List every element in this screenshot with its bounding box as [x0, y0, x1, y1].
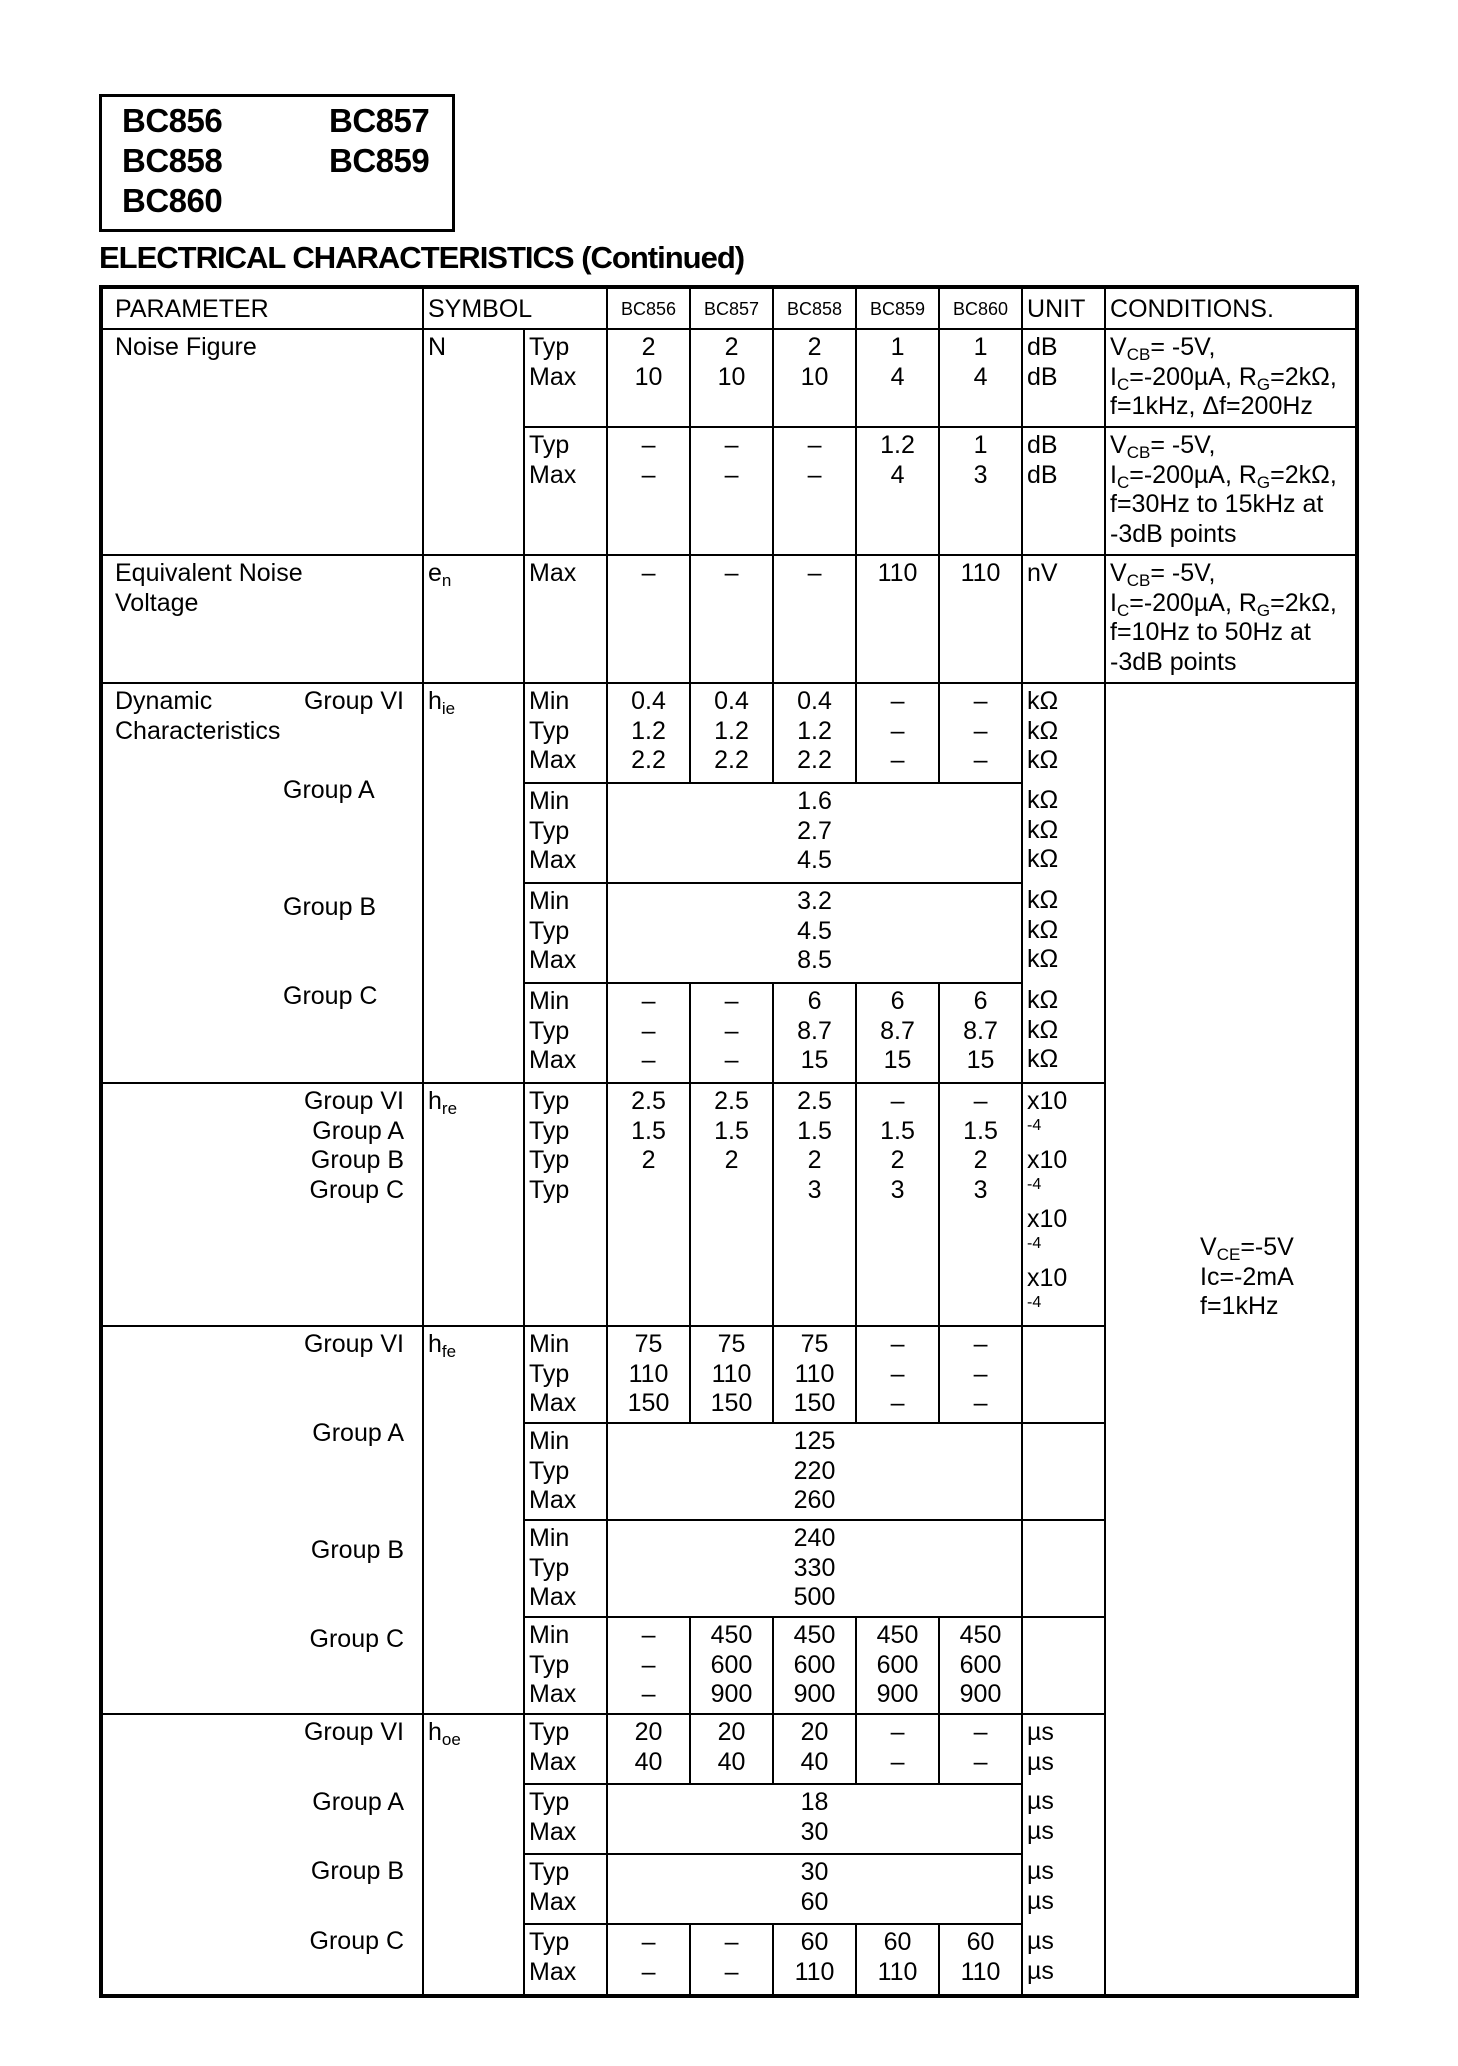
- unit: kΩ: [1027, 746, 1059, 774]
- row-label: Max: [529, 1486, 577, 1514]
- unit: µs: [1027, 1787, 1054, 1815]
- value: 1: [890, 333, 905, 361]
- row-label: Max: [529, 1817, 577, 1846]
- value: 220: [793, 1456, 836, 1485]
- part-bc856: BC856: [122, 102, 223, 139]
- value: 15: [883, 1046, 912, 1074]
- value: 60: [800, 1887, 829, 1916]
- value: 75: [717, 1330, 746, 1358]
- row-label: Typ: [529, 333, 570, 361]
- value: 125: [793, 1427, 836, 1455]
- value: 2.5: [714, 1087, 749, 1115]
- value: 450: [959, 1621, 1002, 1649]
- value: 450: [710, 1621, 753, 1649]
- unit: kΩ: [1027, 786, 1059, 814]
- unit: µs: [1027, 1886, 1054, 1915]
- unit: µs: [1027, 1747, 1054, 1776]
- value: 4.5: [797, 846, 832, 874]
- group-label: Group VI: [303, 1087, 404, 1115]
- value: 1.2: [631, 716, 666, 745]
- value: –: [690, 555, 773, 683]
- value: 110: [939, 555, 1022, 683]
- row-label: Max: [524, 555, 607, 683]
- value: 3: [807, 1175, 822, 1204]
- value: 450: [876, 1621, 919, 1649]
- row-label: Typ: [529, 1175, 570, 1204]
- value: 2: [807, 1146, 822, 1174]
- value: –: [890, 1359, 905, 1388]
- value: 6: [890, 987, 905, 1015]
- value: 1.2: [797, 716, 832, 745]
- header-unit: UNIT: [1022, 287, 1105, 329]
- row-label: Max: [529, 1887, 577, 1916]
- row-label: Max: [529, 1957, 577, 1986]
- row-label: Typ: [529, 1146, 570, 1174]
- value: 15: [966, 1046, 995, 1074]
- value: –: [641, 1650, 656, 1679]
- dynamic-conditions: $V_{CE}=-5V$ Ic=-2mA f=1kHz: [1105, 683, 1357, 1996]
- value: –: [890, 716, 905, 745]
- unit: [1022, 1617, 1105, 1714]
- value: 1.2: [714, 716, 749, 745]
- unit: kΩ: [1027, 687, 1059, 715]
- row-label: Typ: [529, 916, 570, 945]
- value: 15: [800, 1046, 829, 1074]
- value: –: [724, 460, 739, 489]
- cond-text: = -5V,: [1150, 559, 1216, 587]
- value: 600: [876, 1650, 919, 1679]
- unit: dB: [1027, 333, 1058, 361]
- conditions: $V_{CB}= -5V$, $I_C=-200\mu A$, $R_G=2k\Omega$, f=10Hz to 50Hz at -3dB points: [1105, 555, 1357, 683]
- group-label: Group A: [312, 1116, 404, 1145]
- row-label: Typ: [529, 1650, 570, 1679]
- row-label: Typ: [529, 1928, 570, 1956]
- cond-text: Ic=-2mA: [1200, 1262, 1294, 1291]
- value: 8.7: [797, 1016, 832, 1045]
- value: 600: [710, 1650, 753, 1679]
- value: 0.4: [797, 687, 832, 715]
- env-label: Voltage: [115, 588, 199, 617]
- page-title: ELECTRICAL CHARACTERISTICS (Continued): [99, 240, 745, 275]
- value: –: [641, 431, 656, 459]
- part-bc860: BC860: [122, 182, 223, 219]
- group-label: Group A: [312, 1418, 404, 1447]
- value: 2: [641, 333, 656, 361]
- value: 20: [634, 1718, 663, 1746]
- value: –: [724, 1928, 739, 1956]
- value: 2: [641, 1146, 656, 1174]
- value: –: [641, 460, 656, 489]
- unit: µs: [1027, 1857, 1054, 1885]
- value: 2: [890, 1146, 905, 1174]
- value: –: [641, 987, 656, 1015]
- row-label: Max: [529, 746, 577, 774]
- unit: [1022, 1520, 1105, 1617]
- value: –: [807, 460, 822, 489]
- row-label: Max: [529, 1389, 577, 1417]
- value: –: [973, 746, 988, 774]
- header-parameter: PARAMETER: [101, 287, 423, 329]
- unit: kΩ: [1027, 716, 1059, 745]
- value: –: [973, 1718, 988, 1746]
- value: –: [641, 1957, 656, 1986]
- row-label: Max: [529, 1747, 577, 1776]
- unit: kΩ: [1027, 945, 1059, 973]
- value: 75: [634, 1330, 663, 1358]
- value: 2.5: [631, 1087, 666, 1115]
- unit: kΩ: [1027, 845, 1059, 873]
- unit: kΩ: [1027, 815, 1059, 844]
- row-label: Min: [529, 687, 570, 715]
- header-device: BC859: [856, 287, 939, 329]
- unit: kΩ: [1027, 915, 1059, 944]
- table-row: [101, 555, 1357, 683]
- value: –: [890, 1389, 905, 1417]
- value: 330: [793, 1553, 836, 1582]
- value: –: [724, 1046, 739, 1074]
- row-label: Typ: [529, 1858, 570, 1886]
- value: –: [890, 1747, 905, 1776]
- group-label: Group B: [283, 893, 377, 921]
- part-number-box: [99, 94, 455, 232]
- value: 3: [973, 460, 988, 489]
- value: –: [641, 1016, 656, 1045]
- value: 3: [890, 1175, 905, 1204]
- value: 1: [973, 333, 988, 361]
- row-label: Typ: [529, 1456, 570, 1485]
- value: 2: [807, 333, 822, 361]
- value: 1.5: [963, 1116, 998, 1145]
- cond-text: = -5V,: [1150, 431, 1216, 459]
- value: 4: [890, 362, 905, 391]
- value: 1.5: [797, 1116, 832, 1145]
- value: 4.5: [797, 916, 832, 945]
- row-label: Min: [529, 887, 570, 915]
- group-label: Group B: [310, 1857, 404, 1885]
- env-label: Equivalent Noise: [115, 559, 303, 587]
- unit: µs: [1027, 1927, 1054, 1955]
- value: 8.7: [963, 1016, 998, 1045]
- cond-text: =2kΩ,: [1270, 362, 1337, 391]
- unit: [1022, 1326, 1105, 1423]
- row-label: Typ: [529, 1087, 570, 1115]
- value: 1.5: [880, 1116, 915, 1145]
- value: 20: [717, 1718, 746, 1746]
- unit: dB: [1027, 431, 1058, 459]
- value: –: [973, 1359, 988, 1388]
- header-device: BC858: [773, 287, 856, 329]
- value: 110: [794, 1359, 835, 1388]
- value: –: [607, 555, 690, 683]
- value: –: [973, 1087, 988, 1115]
- value: 110: [877, 1957, 918, 1986]
- value: 150: [710, 1389, 753, 1417]
- value: 150: [627, 1389, 670, 1417]
- dynamic-characteristics-groups: [101, 683, 423, 1083]
- unit: dB: [1027, 460, 1058, 489]
- cond-text: f=1kHz, Δf=200Hz: [1110, 392, 1313, 420]
- value: 6: [973, 987, 988, 1015]
- value: 0.4: [714, 687, 749, 715]
- env-symbol: $e_n$: [423, 555, 524, 683]
- group-label: Group C: [283, 981, 378, 1010]
- value: 110: [711, 1359, 752, 1388]
- part-bc858: BC858: [122, 142, 223, 179]
- hre-symbol: $h_{re}$: [423, 1083, 524, 1326]
- group-label: Group VI: [303, 687, 404, 715]
- hie-symbol: $h_{ie}$: [423, 683, 524, 1083]
- unit: nV: [1022, 555, 1105, 683]
- value: 40: [634, 1747, 663, 1776]
- unit: µs: [1027, 1816, 1054, 1845]
- value: 1.2: [880, 431, 915, 459]
- value: 110: [628, 1359, 669, 1388]
- unit: kΩ: [1027, 886, 1059, 914]
- value: 2.2: [714, 746, 749, 774]
- cond-text: -3dB points: [1110, 519, 1237, 548]
- value: 260: [793, 1486, 836, 1514]
- cond-text: =-200µA, R: [1129, 588, 1257, 617]
- header-device: BC857: [690, 287, 773, 329]
- row-label: Max: [529, 1046, 577, 1074]
- group-label: Group C: [309, 1175, 404, 1204]
- value: –: [890, 746, 905, 774]
- value: 75: [800, 1330, 829, 1358]
- value: 3: [973, 1175, 988, 1204]
- header-row: [101, 287, 1357, 329]
- cond-text: f=10Hz to 50Hz at: [1110, 618, 1311, 646]
- cond-text: -3dB points: [1110, 647, 1237, 676]
- value: 4: [973, 362, 988, 391]
- cond-text: =-5V: [1240, 1233, 1294, 1261]
- value: –: [890, 1718, 905, 1746]
- value: 60: [883, 1928, 912, 1956]
- value: –: [890, 1330, 905, 1358]
- value: 240: [793, 1524, 836, 1552]
- table-row: [101, 329, 1357, 427]
- cond-text: =-200µA, R: [1129, 460, 1257, 489]
- part-bc859: BC859: [329, 142, 430, 179]
- value: 40: [717, 1747, 746, 1776]
- value: 900: [793, 1680, 836, 1708]
- value: –: [973, 1389, 988, 1417]
- value: –: [973, 716, 988, 745]
- dyn-title: Characteristics: [115, 716, 281, 745]
- value: 600: [793, 1650, 836, 1679]
- value: 60: [800, 1928, 829, 1956]
- unit: [1022, 1423, 1105, 1520]
- value: 10: [634, 362, 663, 391]
- hfe-symbol: $h_{fe}$: [423, 1326, 524, 1714]
- dyn-title: Dynamic: [115, 687, 213, 715]
- value: 500: [793, 1583, 836, 1611]
- row-label: Min: [529, 1330, 570, 1358]
- row-label: Min: [529, 787, 570, 815]
- value: –: [724, 1957, 739, 1986]
- value: 2.5: [797, 1087, 832, 1115]
- unit: kΩ: [1027, 986, 1059, 1014]
- row-label: Typ: [529, 1116, 570, 1145]
- value: 150: [793, 1389, 836, 1417]
- group-label: Group A: [283, 775, 375, 804]
- value: 30: [800, 1817, 829, 1846]
- value: –: [890, 687, 905, 715]
- cond-text: = -5V,: [1150, 333, 1216, 361]
- row-label: Max: [529, 946, 577, 974]
- value: –: [973, 1330, 988, 1358]
- row-label: Typ: [529, 716, 570, 745]
- group-label: Group VI: [303, 1330, 404, 1358]
- value: 0.4: [631, 687, 666, 715]
- value: –: [807, 431, 822, 459]
- value: 8.5: [797, 946, 832, 974]
- value: –: [890, 1087, 905, 1115]
- value: –: [724, 431, 739, 459]
- unit: kΩ: [1027, 1015, 1059, 1044]
- value: 10: [800, 362, 829, 391]
- value: 900: [710, 1680, 753, 1708]
- group-label: Group C: [309, 1926, 404, 1955]
- row-label: Max: [529, 1583, 577, 1611]
- value: 1.6: [797, 787, 832, 815]
- cond-text: f=30Hz to 15kHz at: [1110, 490, 1324, 518]
- value: 110: [960, 1957, 1001, 1986]
- cond-text: =-200µA, R: [1129, 362, 1257, 391]
- value: 2: [724, 1146, 739, 1174]
- value: 3.2: [797, 887, 832, 915]
- header-conditions: CONDITIONS.: [1105, 287, 1357, 329]
- row-label: Max: [529, 846, 577, 874]
- value: 18: [800, 1788, 829, 1816]
- electrical-characteristics-table: [99, 285, 1359, 1998]
- value: 2: [724, 333, 739, 361]
- value: 8.7: [880, 1016, 915, 1045]
- row-label: Min: [529, 1621, 570, 1649]
- value: 2.2: [631, 746, 666, 774]
- row-label: Max: [529, 362, 577, 391]
- row-label: Max: [529, 460, 577, 489]
- row-label: Typ: [529, 1553, 570, 1582]
- group-label: Group A: [312, 1787, 404, 1816]
- row-label: Typ: [529, 1718, 570, 1746]
- value: –: [641, 1621, 656, 1649]
- value: 20: [800, 1718, 829, 1746]
- row-label: Min: [529, 1524, 570, 1552]
- header-device: BC856: [607, 287, 690, 329]
- value: –: [724, 987, 739, 1015]
- unit: kΩ: [1027, 1045, 1059, 1073]
- value: 900: [959, 1680, 1002, 1708]
- conditions: $V_{CB}= -5V$, $I_C=-200\mu A$, $R_G=2k\Omega$, f=30Hz to 15kHz at -3dB points: [1105, 427, 1357, 555]
- row-label: Min: [529, 1427, 570, 1455]
- row-label: Typ: [529, 1359, 570, 1388]
- cond-text: f=1kHz: [1200, 1292, 1279, 1320]
- cond-text: =2kΩ,: [1270, 588, 1337, 617]
- value: 4: [890, 460, 905, 489]
- group-label: Group VI: [303, 1718, 404, 1746]
- table-row: [101, 683, 1357, 783]
- value: –: [724, 1016, 739, 1045]
- unit: dB: [1027, 362, 1058, 391]
- hfe-groups: [101, 1326, 423, 1714]
- value: 6: [807, 987, 822, 1015]
- hre-groups: [101, 1083, 423, 1326]
- value: 600: [959, 1650, 1002, 1679]
- value: 10: [717, 362, 746, 391]
- unit: µs: [1027, 1718, 1054, 1746]
- value: –: [641, 1680, 656, 1708]
- row-label: Max: [529, 1680, 577, 1708]
- value: –: [973, 687, 988, 715]
- conditions: $V_{CB}= -5V$, $I_C=-200\mu A$, $R_G=2k\Omega$, f=1kHz, Δf=200Hz: [1105, 329, 1357, 427]
- value: 40: [800, 1747, 829, 1776]
- row-label: Typ: [529, 1016, 570, 1045]
- value: 1.5: [631, 1116, 666, 1145]
- group-label: Group B: [310, 1536, 404, 1564]
- value: 900: [876, 1680, 919, 1708]
- group-label: Group C: [309, 1624, 404, 1653]
- value: 2.7: [797, 816, 832, 845]
- value: –: [773, 555, 856, 683]
- value: –: [973, 1747, 988, 1776]
- unit: µs: [1027, 1956, 1054, 1985]
- value: 450: [793, 1621, 836, 1649]
- row-label: Typ: [529, 816, 570, 845]
- value: 1.5: [714, 1116, 749, 1145]
- noise-figure-symbol: N: [423, 329, 524, 555]
- value: –: [641, 1928, 656, 1956]
- row-label: Typ: [529, 1788, 570, 1816]
- group-label: Group B: [310, 1146, 404, 1174]
- hoe-symbol: $h_{oe}$: [423, 1714, 524, 1996]
- value: 1: [973, 431, 988, 459]
- value: 2.2: [797, 746, 832, 774]
- header-symbol: SYMBOL: [423, 287, 607, 329]
- header-device: BC860: [939, 287, 1022, 329]
- cond-text: =2kΩ,: [1270, 460, 1337, 489]
- part-bc857: BC857: [329, 102, 430, 139]
- row-label: Typ: [529, 431, 570, 459]
- hoe-groups: [101, 1714, 423, 1996]
- value: 30: [800, 1858, 829, 1886]
- value: 110: [794, 1957, 835, 1986]
- hre-unit: x10 $^{-4}$ x10 $^{-4}$ x10 $^{-4}$ x10 $^{-4}$: [1022, 1083, 1105, 1326]
- value: 60: [966, 1928, 995, 1956]
- noise-figure-label: Noise Figure: [101, 329, 423, 555]
- value: 110: [856, 555, 939, 683]
- value: –: [641, 1046, 656, 1074]
- value: 2: [973, 1146, 988, 1174]
- row-label: Min: [529, 987, 570, 1015]
